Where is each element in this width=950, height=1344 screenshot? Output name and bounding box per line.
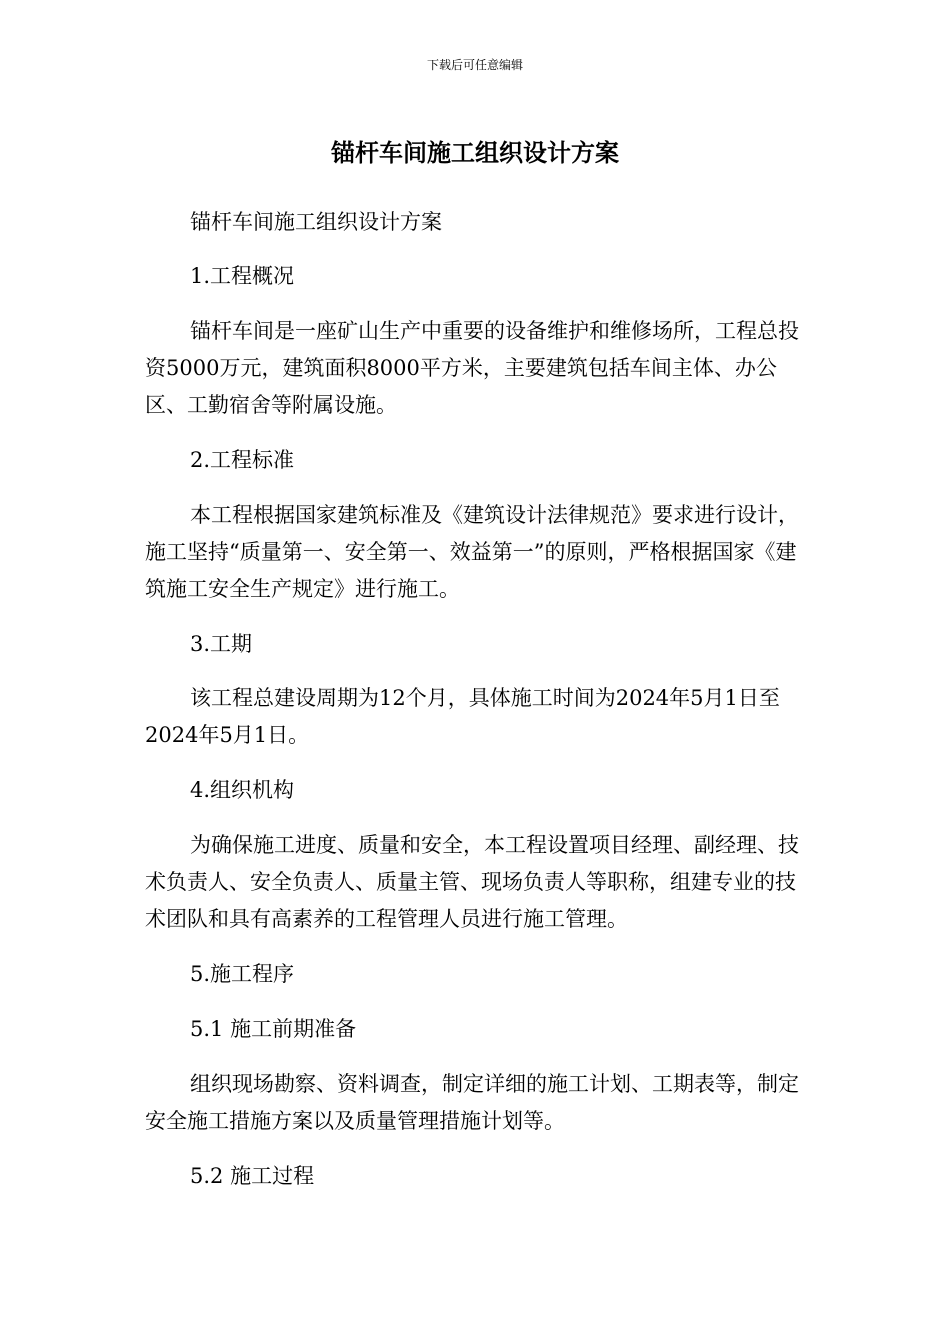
paragraph-schedule: 该工程总建设周期为12个月，具体施工时间为2024年5月1日至2024年5月1日。	[145, 686, 780, 747]
heading-project-standard: 2.工程标准	[190, 448, 295, 472]
paragraph-organization: 为确保施工进度、质量和安全，本工程设置项目经理、副经理、技术负责人、安全负责人、质量主管、现场负责人等职称，组建专业的技术团队和具有高素养的工程管理人员进行施工管理。	[145, 833, 799, 931]
heading-construction-process: 5.2 施工过程	[190, 1164, 315, 1188]
paragraph-intro-title: 锚杆车间施工组织设计方案	[190, 210, 442, 234]
download-note: 下载后可任意编辑	[426, 58, 523, 72]
heading-preparation: 5.1 施工前期准备	[190, 1017, 357, 1041]
heading-project-overview: 1.工程概况	[190, 264, 295, 288]
paragraph-project-standard: 本工程根据国家建筑标准及《建筑设计法律规范》要求进行设计，施工坚持“质量第一、安全第一、效益第一”的原则，严格根据国家《建筑施工安全生产规定》进行施工。	[145, 503, 799, 601]
heading-schedule: 3.工期	[190, 632, 253, 656]
document-title: 锚杆车间施工组织设计方案	[331, 139, 619, 167]
heading-construction-procedure: 5.施工程序	[190, 962, 295, 986]
heading-organization: 4.组织机构	[190, 778, 295, 802]
paragraph-preparation: 组织现场勘察、资料调查，制定详细的施工计划、工期表等，制定安全施工措施方案以及质量管理措施计划等。	[145, 1072, 799, 1133]
paragraph-project-overview: 锚杆车间是一座矿山生产中重要的设备维护和维修场所，工程总投资5000万元，建筑面积8000平方米，主要建筑包括车间主体、办公区、工勤宿舍等附属设施。	[145, 319, 799, 417]
